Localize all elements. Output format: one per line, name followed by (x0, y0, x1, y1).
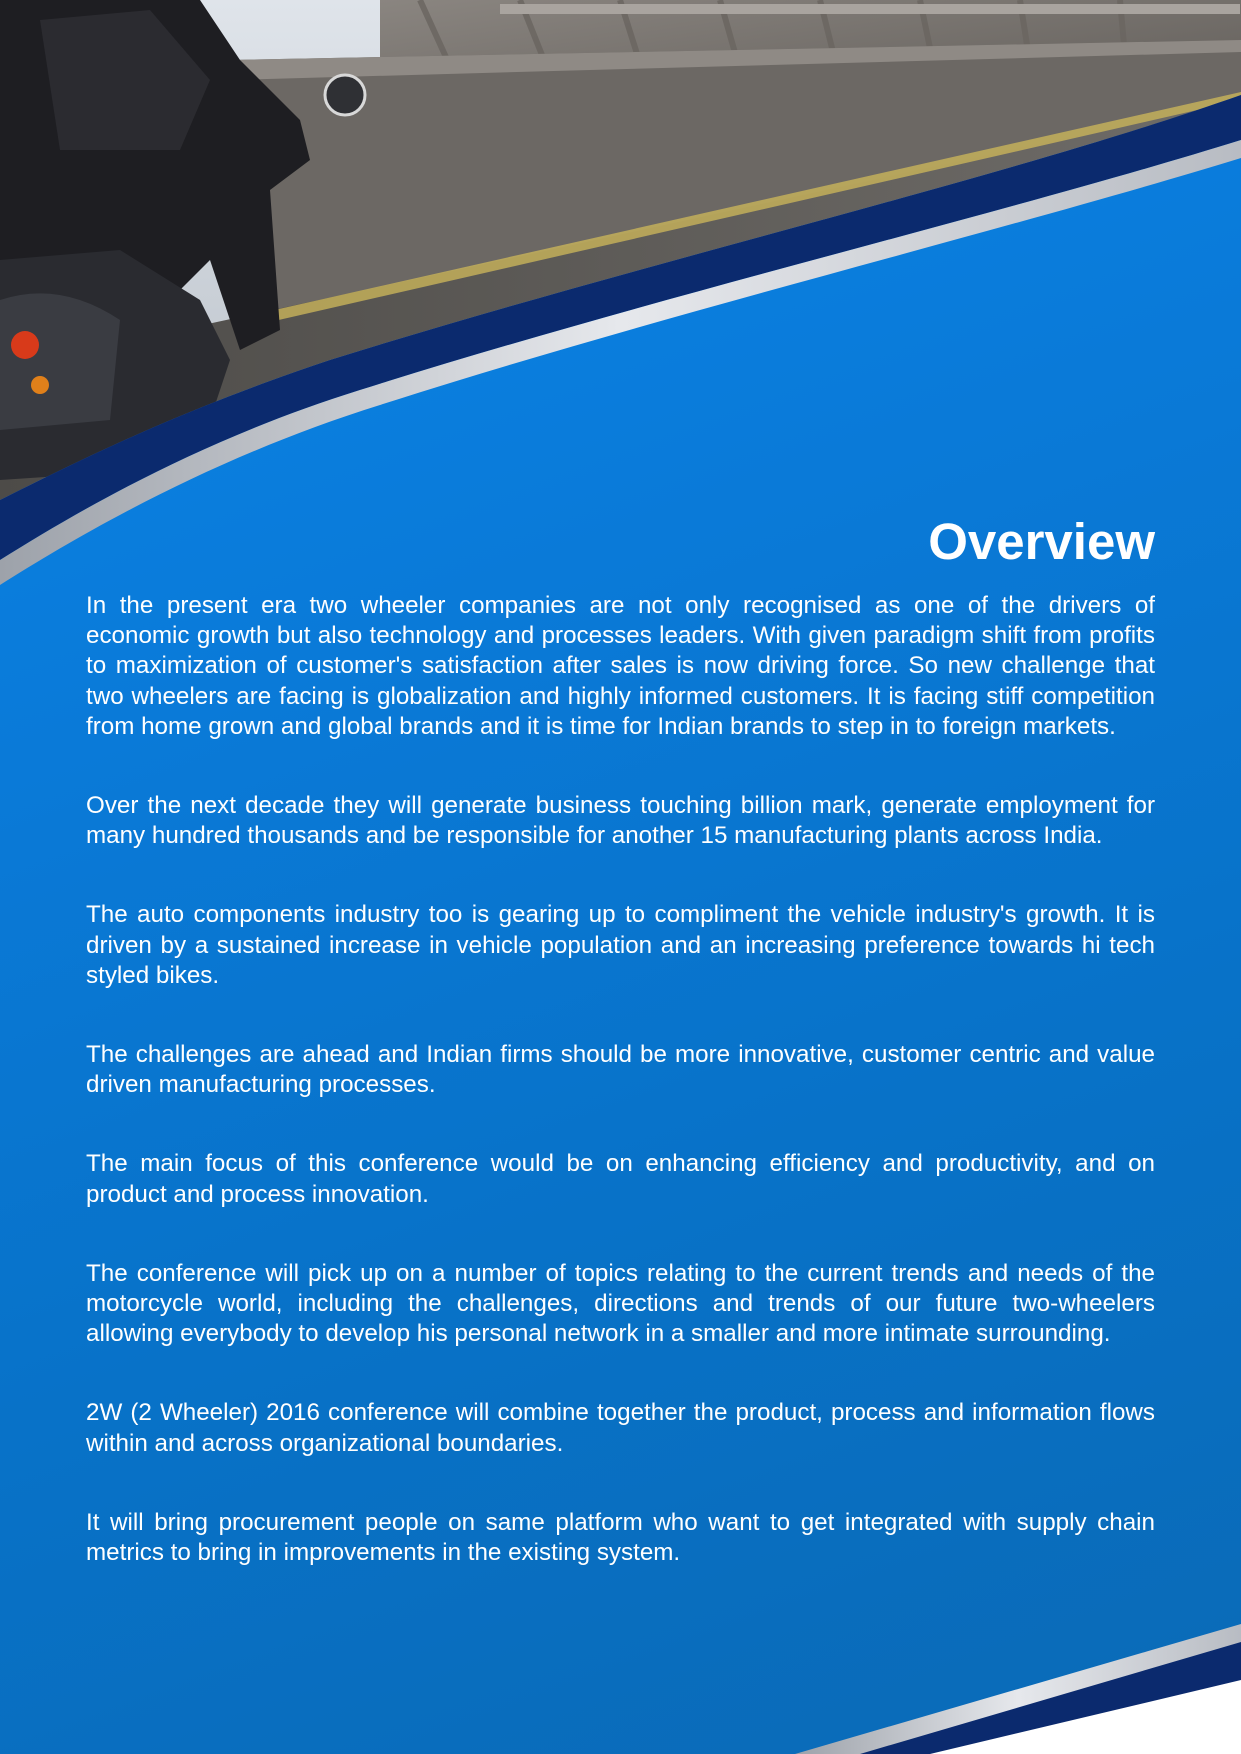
paragraph: 2W (2 Wheeler) 2016 conference will combine together the product, process and information flows within and across organizational boundaries. (86, 1399, 1155, 1457)
paragraph: In the present era two wheeler companies are not only recognised as one of the drivers of economic growth but also technology and processes leaders. With given paradigm shift from profits to maximization of customer's satisfaction after sales is now driving force. So new challenge that two wheelers are facing is globalization and highly informed customers. It is facing stiff competition from home grown and global brands and it is time for Indian brands to step in to foreign markets. (86, 592, 1155, 740)
paragraph: The auto components industry too is gearing up to compliment the vehicle industry's growth. It is driven by a sustained increase in vehicle population and an increasing preference towards hi tech styled bikes. (86, 901, 1155, 989)
paragraph: The main focus of this conference would be on enhancing efficiency and productivity, and on product and process innovation. (86, 1150, 1155, 1208)
overview-body (86, 591, 1155, 1617)
paragraph: It will bring procurement people on same platform who want to get integrated with supply chain metrics to bring in improvements in the existing system. (86, 1508, 1155, 1567)
page-title: Overview (928, 513, 1155, 570)
paragraph: Over the next decade they will generate business touching billion mark, generate employment for many hundred thousands and be responsible for another 15 manufacturing plants across India. (86, 792, 1155, 850)
paragraph: The conference will pick up on a number of topics relating to the current trends and needs of the motorcycle world, including the challenges, directions and trends of our future two-wheelers allowing everybody to develop his personal network in a smaller and more intimate surrounding. (86, 1259, 1155, 1348)
paragraph: The challenges are ahead and Indian firms should be more innovative, customer centric and value driven manufacturing processes. (86, 1041, 1155, 1099)
